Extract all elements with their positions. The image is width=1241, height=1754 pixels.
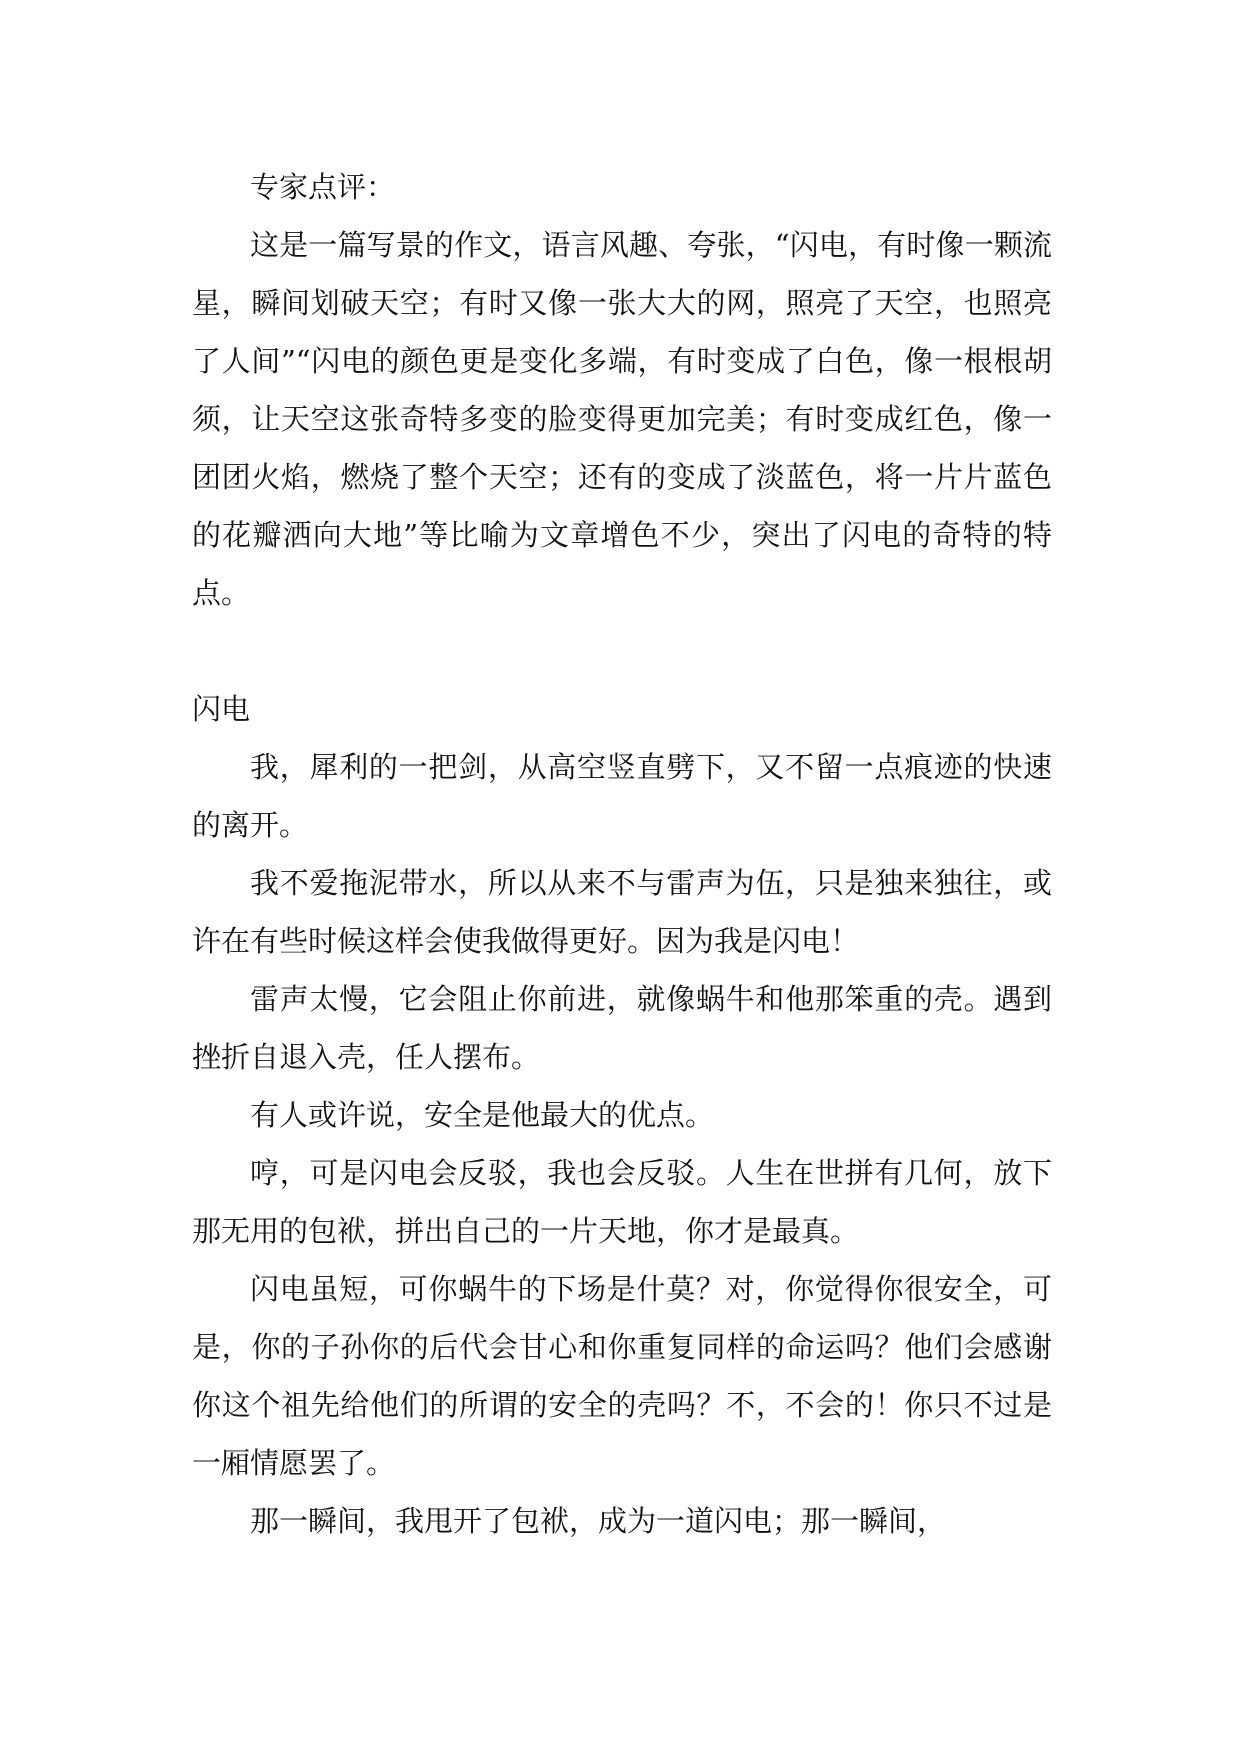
essay-paragraph: 我，犀利的一把剑，从高空竖直劈下，又不留一点痕迹的快速的离开。 [192, 750, 1052, 842]
essay-paragraph: 雷声太慢，它会阻止你前进，就像蜗牛和他那笨重的壳。遇到挫折自退入壳，任人摆布。 [192, 982, 1052, 1074]
essay-paragraph: 有人或许说，安全是他最大的优点。 [250, 1098, 715, 1132]
essay-paragraph: 哼，可是闪电会反驳，我也会反驳。人生在世拼有几何，放下那无用的包袱，拼出自己的一片天地，你才是最真。 [192, 1156, 1052, 1248]
essay-paragraph: 闪电虽短，可你蜗牛的下场是什莫？对，你觉得你很安全，可是，你的子孙你的后代会甘心和你重复同样的命运吗？他们会感谢你这个祖先给他们的所谓的安全的壳吗？不，不会的！你只不过是一厢情愿罢了。 [192, 1272, 1052, 1480]
essay-paragraph: 我不爱拖泥带水，所以从来不与雷声为伍，只是独来独往，或许在有些时候这样会使我做得更好。因为我是闪电！ [192, 866, 1052, 958]
essay-title: 闪电 [192, 692, 251, 726]
document-body [192, 158, 1052, 1550]
essay-paragraph: 那一瞬间，我甩开了包袱，成为一道闪电；那一瞬间， [250, 1504, 947, 1538]
paragraph-gap [192, 622, 1052, 680]
comment-heading: 专家点评： [250, 170, 396, 204]
comment-body: 这是一篇写景的作文，语言风趣、夸张，“闪电，有时像一颗流星，瞬间划破天空；有时又像一张大大的网，照亮了天空，也照亮了人间”“闪电的颜色更是变化多端，有时变成了白色，像一根根胡须，让天空这张奇特多变的脸变得更加完美；有时变成红色，像一团团火焰，燃烧了整个天空；还有的变成了淡蓝色，将一片片蓝色的花瓣洒向大地”等比喻为文章增色不少，突出了闪电的奇特的特点。 [192, 228, 1052, 610]
